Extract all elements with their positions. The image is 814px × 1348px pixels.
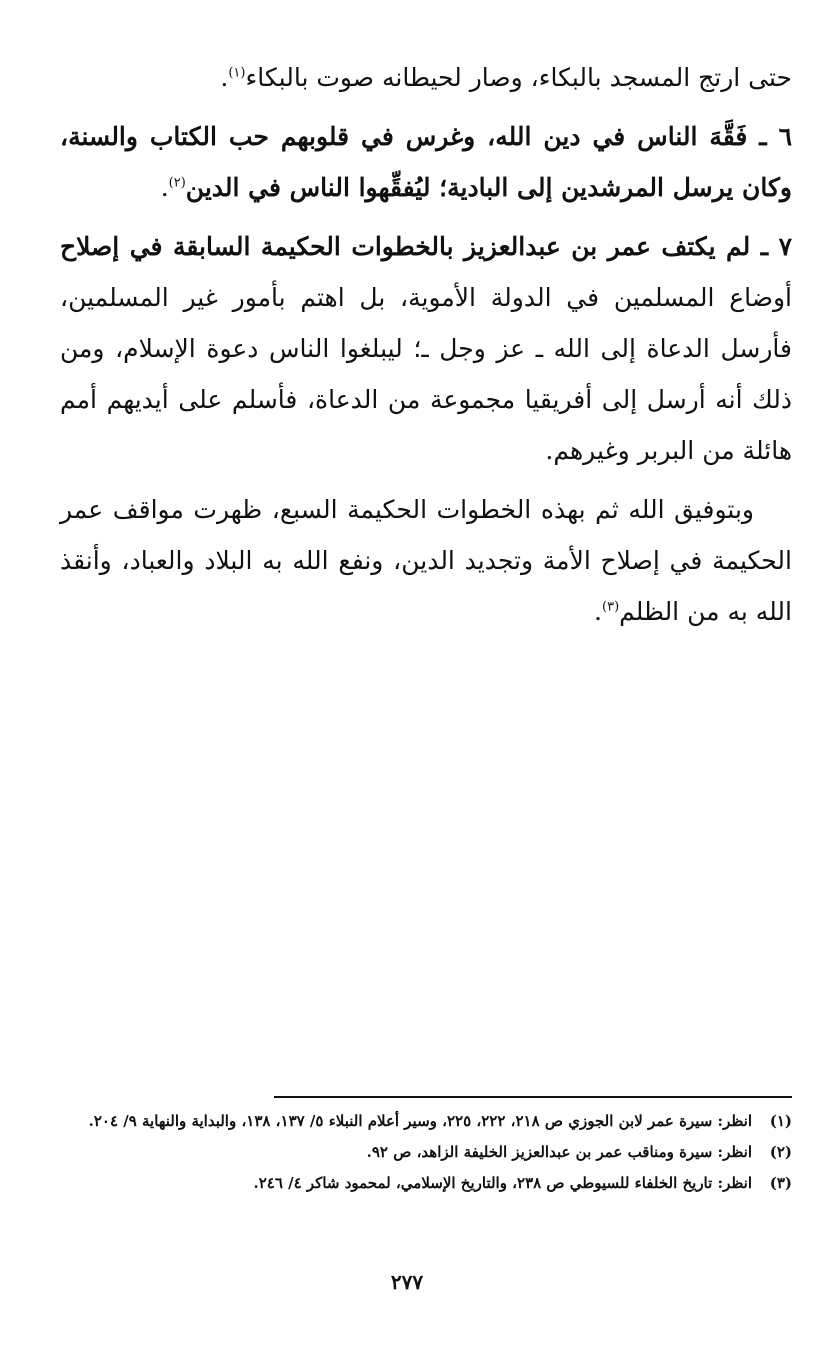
footnote-divider bbox=[274, 1096, 792, 1098]
footnote-1 bbox=[60, 1108, 792, 1135]
footnote-3 bbox=[60, 1170, 792, 1197]
paragraph-4-text: وبتوفيق الله ثم بهذه الخطوات الحكيمة السبع، ظهرت مواقف عمر الحكيمة في إصلاح الأمة وتجديد الدين، ونفع الله به البلاد والعباد، وأنقذ الله به من الظلم bbox=[60, 495, 792, 626]
main-text bbox=[60, 52, 792, 637]
paragraph-2 bbox=[60, 111, 792, 213]
footnote-2 bbox=[60, 1139, 792, 1166]
page-number: ٢٧٧ bbox=[390, 1270, 424, 1294]
footnote-number: (١) bbox=[769, 1112, 792, 1130]
paragraph-1 bbox=[60, 52, 792, 103]
paragraph-1-text: حتى ارتج المسجد بالبكاء، وصار لحيطانه صوت بالبكاء bbox=[245, 63, 792, 92]
paragraph-2-text: وغرس في قلوبهم حب الكتاب والسنة، وكان يرسل المرشدين إلى البادية؛ ليُفقِّهوا الناس في الدين bbox=[60, 122, 792, 202]
footnotes bbox=[60, 1108, 792, 1201]
paragraph-2-end: . bbox=[160, 173, 169, 202]
footnote-number: (٣) bbox=[769, 1174, 792, 1192]
paragraph-3-lead: ٧ ـ لم يكتف عمر بن عبدالعزيز بالخطوات الحكيمة السابقة في إصلاح bbox=[60, 232, 792, 261]
paragraph-3-text: أوضاع المسلمين في الدولة الأموية، بل اهتم بأمور غير المسلمين، فأرسل الدعاة إلى الله ـ عز وجل ـ؛ ليبلغوا الناس دعوة الإسلام، ومن ذلك أنه أرسل إلى أفريقيا مجموعة من الدعاة، فأسلم على أيديهم أمم هائلة من البربر وغيرهم. bbox=[60, 283, 792, 465]
paragraph-3 bbox=[60, 221, 792, 476]
footnote-number: (٢) bbox=[769, 1143, 792, 1161]
footnote-text: انظر: تاريخ الخلفاء للسيوطي ص ٢٣٨، والتاريخ الإسلامي، لمحمود شاكر ٤/ ٢٤٦. bbox=[253, 1174, 752, 1192]
paragraph-1-end: . bbox=[220, 63, 229, 92]
paragraph-2-lead: ٦ ـ فَقَّهَ الناس في دين الله، bbox=[487, 122, 792, 151]
footnote-ref-2[interactable]: (٢) bbox=[168, 175, 186, 191]
footnote-text: انظر: سيرة ومناقب عمر بن عبدالعزيز الخليفة الزاهد، ص ٩٢. bbox=[366, 1143, 752, 1161]
paragraph-4 bbox=[60, 484, 792, 637]
footnote-text: انظر: سيرة عمر لابن الجوزي ص ٢١٨، ٢٢٢، ٢٢٥، وسير أعلام النبلاء ٥/ ١٣٧، ١٣٨، والبداية والنهاية ٩/ ٢٠٤. bbox=[88, 1112, 752, 1130]
footnote-ref-1[interactable]: (١) bbox=[228, 65, 246, 81]
footnote-ref-3[interactable]: (٣) bbox=[602, 599, 620, 615]
paragraph-4-end: . bbox=[594, 597, 602, 626]
